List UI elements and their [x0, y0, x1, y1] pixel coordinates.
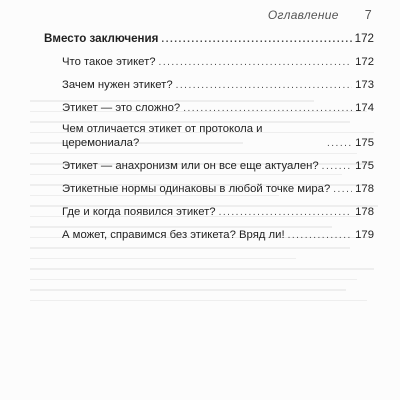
toc-entry-title: Зачем нужен этикет?: [62, 79, 173, 91]
toc-entry-title: Этикет — анахронизм или он все еще актуален?: [62, 160, 319, 172]
toc-entry: [62, 101, 374, 115]
section-title: Оглавление: [267, 8, 339, 22]
toc-entry-page: 173: [355, 79, 374, 91]
toc-leader-dots: [161, 34, 351, 46]
toc-entry-title: Где и когда появился этикет?: [62, 206, 216, 218]
toc-entry-page: 175: [355, 160, 374, 172]
toc-entry-title: Чем отличается этикет от протокола и церемониала?: [62, 123, 263, 149]
toc-entry-page: 174: [355, 102, 374, 114]
toc-entry-page: 175: [355, 137, 374, 149]
toc-chapter-page: 172: [354, 32, 374, 45]
toc-chapter-title: Вместо заключения: [44, 32, 159, 45]
toc-leader-dots: [219, 207, 353, 219]
toc-entry-title: Этикет — это сложно?: [62, 102, 181, 114]
toc-entry-title: Этикетные нормы одинаковы в любой точке мира?: [62, 183, 331, 195]
toc-leader-dots: [183, 103, 352, 115]
toc-entry-title: Что такое этикет?: [62, 56, 156, 68]
toc-entry-page: 172: [355, 56, 374, 68]
toc-entry-title: А может, справимся без этикета? Вряд ли!: [62, 229, 285, 241]
toc-entry: [62, 78, 374, 92]
table-of-contents: [44, 32, 374, 242]
page-number: 7: [364, 8, 372, 22]
toc-entry: [62, 205, 374, 219]
toc-leader-dots: [333, 184, 352, 196]
toc-entry-page: 178: [355, 183, 374, 195]
toc-entry: [62, 182, 374, 196]
toc-leader-dots: [159, 57, 353, 69]
toc-leader-dots: [288, 230, 353, 242]
toc-entry: [62, 159, 374, 173]
toc-entry-page: 179: [355, 229, 374, 241]
toc-leader-dots: [322, 161, 352, 173]
running-header: [268, 8, 372, 22]
toc-chapter: [44, 32, 374, 46]
toc-leader-dots: [327, 138, 352, 150]
toc-entry: [62, 122, 374, 150]
toc-entry: [62, 55, 374, 69]
toc-leader-dots: [176, 80, 353, 92]
toc-entry: [62, 228, 374, 242]
toc-entry-page: 178: [355, 206, 374, 218]
